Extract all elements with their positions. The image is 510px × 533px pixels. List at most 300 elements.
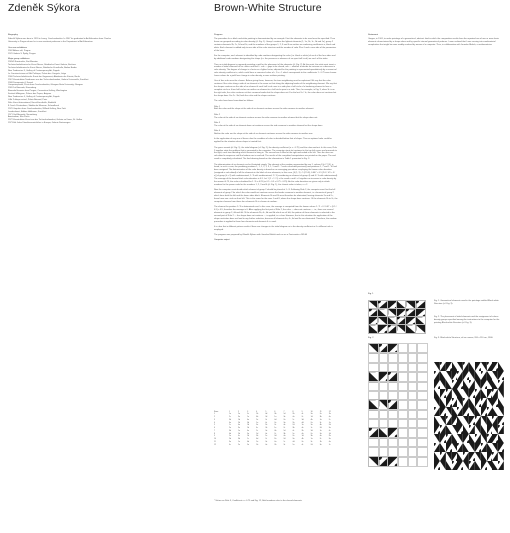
page-title: Brown-White Structure xyxy=(214,2,322,14)
table-cell: 3b xyxy=(292,427,295,430)
group-exhibition-item: 1973 6th Jahre Künstlervereinfrüher in Europa, Galerie Dieterengen xyxy=(8,122,71,125)
element-tile xyxy=(388,317,397,325)
fig2-initial-diagram xyxy=(368,343,428,467)
empty-grid-cell xyxy=(398,419,408,428)
rule-name: Rule 3 xyxy=(214,121,221,124)
table-cell: 3 xyxy=(214,418,215,421)
empty-grid-cell xyxy=(379,363,389,372)
empty-grid-cell xyxy=(379,382,389,391)
table-cell: 4a xyxy=(283,435,286,438)
group-exhibition-item: Technischeelektronische Kunst Neuss, Städtische Kunst Galerie, Bochum xyxy=(8,64,76,67)
table-cell: 2d xyxy=(319,427,322,430)
table-cell: 3d xyxy=(310,429,313,432)
group-exhibition-item: New Tendencies II, Gallery of Contemporary Art, Zagreb xyxy=(8,69,60,72)
painting-tile xyxy=(498,461,504,470)
initial-element-tile xyxy=(369,372,379,381)
table-cell: 2b xyxy=(301,429,304,432)
table-cell: 4d xyxy=(265,413,268,416)
table-cell: 1e xyxy=(319,429,322,432)
table-cell: 2c xyxy=(229,416,231,419)
table-label: Computer output xyxy=(214,239,230,242)
table-cell: 3d xyxy=(301,418,304,421)
table-cell: 1b xyxy=(319,440,322,443)
table-cell: 4e xyxy=(319,435,322,438)
element-tile xyxy=(388,325,397,333)
table-cell: 1 xyxy=(214,413,215,416)
element-tile xyxy=(369,301,378,309)
initial-element-tile xyxy=(379,372,389,381)
table-cell: 1b xyxy=(256,443,259,446)
empty-grid-cell xyxy=(379,438,389,447)
element-tile xyxy=(406,309,415,317)
table-cell: 3d xyxy=(274,435,277,438)
initial-element-tile xyxy=(388,400,398,409)
element-tile xyxy=(378,317,387,325)
table-cell: 1b xyxy=(274,438,277,441)
group-exhibition-item: L'Art Tchèque actuel, Palais Beinard, Paris xyxy=(8,99,48,102)
rule-text: The color at the side of an element does not continue across the side common to another element but the shape does. xyxy=(214,124,323,127)
element-tile xyxy=(416,301,425,309)
group-exhibition-item: Festival d'Avignon, Palace des Papes, Avignon xyxy=(8,93,52,96)
painting-tile xyxy=(498,407,504,416)
table-cell: 3b xyxy=(238,438,241,441)
empty-grid-cell xyxy=(388,391,398,400)
statement-label: Statement xyxy=(368,34,378,36)
empty-grid-cell xyxy=(408,410,418,419)
program-paragraph: It is clear that a different picture results if there are changes in the initial diagram or in the density coefficient or if a different rule is employed. xyxy=(214,225,333,231)
table-cell: 4c xyxy=(301,443,304,446)
rule-name: Rule 2 xyxy=(214,113,221,116)
element-tile xyxy=(416,317,425,325)
table-cell: 1d xyxy=(328,432,331,435)
table-row xyxy=(214,444,338,447)
empty-grid-cell xyxy=(369,353,379,362)
table-cell: 2c xyxy=(256,429,259,432)
table-cell: 4a xyxy=(292,416,295,419)
table-header-cell: 9 xyxy=(301,410,303,413)
table-cell: 1d xyxy=(238,418,241,421)
rule-item xyxy=(214,114,338,120)
fig3-caption: Fig. 3. Black-white Structure, oil on canvas, 200 x 110 cm, 1966. xyxy=(434,337,494,339)
table-cell: 1d xyxy=(256,432,259,435)
table-cell: 1d xyxy=(283,413,286,416)
empty-grid-cell xyxy=(408,353,418,362)
table-cell: 2d xyxy=(265,416,268,419)
table-cell: 1c xyxy=(328,443,331,446)
empty-grid-cell xyxy=(408,447,418,456)
table-header-cell: 4 xyxy=(256,410,258,413)
empty-grid-cell xyxy=(417,419,427,428)
initial-element-tile xyxy=(388,344,398,353)
table-header-cell: 7 xyxy=(283,410,285,413)
empty-grid-cell xyxy=(398,400,408,409)
rule-item xyxy=(214,106,338,112)
rule-text: The color at the side of an element continue across the side common to another element but the shape does not. xyxy=(214,116,318,119)
table-header-cell: 11 xyxy=(319,410,322,413)
group-exhibition-item: Le Constructivisme et l'Art Politique, Palais des Congrès, Liège xyxy=(8,72,67,75)
table-cell: 3a xyxy=(265,429,268,432)
table-cell: 4c xyxy=(256,427,259,430)
table-cell: 4d xyxy=(301,421,304,424)
empty-grid-cell xyxy=(417,363,427,372)
table-cell: 4b xyxy=(301,438,304,441)
table-cell: 1d xyxy=(310,416,313,419)
table-cell: 2b xyxy=(256,413,259,416)
empty-grid-cell xyxy=(398,457,408,466)
table-cell: 2e xyxy=(274,421,277,424)
table-cell: 4a xyxy=(247,418,250,421)
table-cell: 4a xyxy=(274,440,277,443)
table-cell: 5 xyxy=(214,424,215,427)
table-header-cell: 5 xyxy=(265,410,267,413)
table-cell: 3c xyxy=(319,421,322,424)
rule-item xyxy=(214,122,338,128)
element-tile xyxy=(378,309,387,317)
fig3-brown-white-structure-painting xyxy=(434,362,504,470)
table-cell: 3c xyxy=(247,413,250,416)
group-exhibition-item: Ruhr Kunst International, Ernst-Kunsthalle, Bielefeld xyxy=(8,101,56,104)
empty-grid-cell xyxy=(388,438,398,447)
element-tile xyxy=(416,325,425,333)
element-tile xyxy=(406,317,415,325)
table-cell: 1b xyxy=(247,427,250,430)
table-cell: 4e xyxy=(265,432,268,435)
painting-tile xyxy=(498,416,504,425)
table-header-cell: 1 xyxy=(229,410,231,413)
biography-label: Biography xyxy=(8,34,18,36)
table-cell: 2d xyxy=(292,424,295,427)
table-cell: 4d xyxy=(274,418,277,421)
rule-item xyxy=(214,130,338,136)
table-cell: 10 xyxy=(214,438,216,441)
group-exhibition-item: 1970 Graphics from Czechoslovakia, Willard Gallery, New York xyxy=(8,107,66,110)
group-label: Major group exhibitions xyxy=(8,57,30,60)
element-tile xyxy=(378,325,387,333)
table-cell: 3e xyxy=(247,443,250,446)
one-man-label: One man exhibitions xyxy=(8,46,27,49)
empty-grid-cell xyxy=(408,400,418,409)
table-cell: 1e xyxy=(238,440,241,443)
table-cell: 3e xyxy=(310,424,313,427)
initial-element-tile xyxy=(379,344,389,353)
table-cell: 2e xyxy=(310,432,313,435)
table-cell: 1e xyxy=(328,421,331,424)
table-cell: 2d xyxy=(328,424,331,427)
table-cell: 3d xyxy=(247,421,250,424)
empty-grid-cell xyxy=(417,353,427,362)
table-cell: 2b xyxy=(292,413,295,416)
table-cell: 1c xyxy=(292,418,295,421)
table-cell: 2c xyxy=(265,438,268,441)
table-cell: 4 xyxy=(214,421,215,424)
program-paragraph: The program was prepared by Zdeněk Sýkora with Jaroslav Blažek and run on a Zuniverzita a DR-Mi xyxy=(214,234,307,237)
rule-text: Both the color and the shape at the side of an element continue across the side common to another element. xyxy=(214,108,314,111)
empty-grid-cell xyxy=(398,344,408,353)
table-cell: 2b xyxy=(265,427,268,430)
statement-text: I began, in 1961, to make paintings of a geometrical, abstract kind in which the composition results from the repeated use of one or more basic elements characterized by a shape alone and by specific internal geometrical patterns. I soon realized that I was running into combinatorial complexities that might be more readily resolved by means of a computer. Thus, in collaboration with Jaroslav Blažek, a mathematician xyxy=(368,38,499,47)
table-cell: 3b xyxy=(229,418,231,421)
one-man-list xyxy=(8,50,120,56)
table-cell: 4b xyxy=(274,429,277,432)
empty-grid-cell xyxy=(408,382,418,391)
fig1-caption: Fig. 1. Geometrical elements used in the paintings entitled Black-white Structure (cf. Fig. 3). xyxy=(434,300,499,305)
author-heading: Zdeněk Sýkora xyxy=(8,2,80,14)
group-exhibition-item: 1972 Konstruktive Kunst aus der Tschechoslowakei, Galerie an Ihmer, St. Gallen xyxy=(8,119,83,122)
empty-grid-cell xyxy=(388,363,398,372)
computer-output-table xyxy=(214,411,338,447)
program-paragraph: The determination of an element can be illustrated simply. The element at the position represented by row 1, column 8 (cf. T. B.) is found, in such a case, the predating positions 1, 1, 1, 2, 1, 3, 1, 5 and 1. 7 were calculated previously and positions 1, 7 and 1. 10 had been assigned. The determination of the color density is based on an averaging procedure: employing the known color densities (assigned or calculated) of all the elements in the block of nine elements; in this case, {0 (1, 3) - 5 (2.5.8), 0.667 + 0.5 (2.6 / 1/3 + 4 / n)} of group (k = 3) with undetermined, 1 / 3 with undetermined, 2 / 3 (considering an element of group 4) and 4 / 3 with undetermined). The average of the known black color densities is 0.5. Let 1 (1 + 1 / 1) = the result n and f = 0 signifies an increase in color density by the amount 0.75, the value calculated for 1 / 9 is 0.25 (or 0.5 - 0.5 = 0.75 - 0.25). As the color densities are given only in whole numbers for the power code for the numbers 1, 2, 3 and 4 (cf. Fig. 1), the closest value is taken, n = 2. xyxy=(214,163,338,186)
element-tile xyxy=(369,309,378,317)
initial-element-tile xyxy=(379,400,389,409)
table-cell: 2b xyxy=(238,421,241,424)
table-cell: 3d xyxy=(229,429,231,432)
program-column xyxy=(214,34,338,243)
element-tile xyxy=(369,317,378,325)
initial-element-tile xyxy=(369,344,379,353)
biography-text: Zdeněk Sýkora was born in 1920 in Louny, Czechoslovakia. In 1947 he graduated in Art Education from Charles University in Prague where he is now assistant professor in the Department of Art Education. xyxy=(8,38,111,44)
table-cell: 1c xyxy=(247,438,250,441)
table-cell: 2d xyxy=(310,443,313,446)
initial-element-tile xyxy=(369,428,379,437)
group-exhibition-list xyxy=(8,61,120,125)
table-cell: 3b xyxy=(274,413,277,416)
painting-tile xyxy=(498,398,504,407)
painting-tile xyxy=(498,362,504,371)
table-cell: 2a xyxy=(283,418,286,421)
initial-element-tile xyxy=(369,457,379,466)
group-exhibition-item: 1966 Technischelektrische Kunst der Gegenwart, Akademie der Künste, Berlin xyxy=(8,75,80,78)
empty-grid-cell xyxy=(388,353,398,362)
fig2-title: Fig. 2 xyxy=(368,337,374,339)
program-paragraph: Then an initial diagram is prepared providing a grid for the placement of the elements (cf. Fig. 2). At this point, the artist must insert a number of initial elements of his choice and also: i. rule — gaps to be closed, rule — whether to decide an increase or a decrease in color density. The degree of change is a factor or a lighter factor, adjusted for the painting is represented quantitatively by a numerical color density coefficient n, which could have a numerical value of + 1 to - 1 which corresponds to the coefficients 1 - 0.75 was chosen. Lower values for n yield less change in color density, a more uniform painting. xyxy=(214,63,337,78)
table-cell: 2c xyxy=(274,432,277,435)
table-cell: 3e xyxy=(328,438,331,441)
initial-element-tile xyxy=(379,457,389,466)
empty-grid-cell xyxy=(379,391,389,400)
table-cell: 1e xyxy=(247,416,250,419)
table-cell: 2a xyxy=(229,427,231,430)
painting-tile xyxy=(498,443,504,452)
empty-grid-cell xyxy=(369,410,379,419)
table-cell: 2e xyxy=(319,413,322,416)
group-exhibition-item: Amsterdam, São Paulo xyxy=(8,116,30,119)
table-cell: 1b xyxy=(292,421,295,424)
table-cell: 2d xyxy=(238,432,241,435)
table-cell: 2d xyxy=(283,438,286,441)
table-cell: 3a xyxy=(328,427,331,430)
empty-grid-cell xyxy=(398,382,408,391)
table-cell: 2b xyxy=(247,435,250,438)
empty-grid-cell xyxy=(369,447,379,456)
table-cell: 2e xyxy=(256,418,259,421)
table-cell: 4e xyxy=(229,421,231,424)
table-cell: 4c xyxy=(238,435,240,438)
empty-grid-cell xyxy=(408,344,418,353)
empty-grid-cell xyxy=(417,391,427,400)
table-cell: 3a xyxy=(229,440,231,443)
table-cell: 1c xyxy=(229,424,231,427)
statement-column xyxy=(368,34,502,50)
table-cell: 4a xyxy=(238,424,241,427)
painting-tile xyxy=(498,434,504,443)
table-header-cell: 6 xyxy=(274,410,276,413)
table-cell: 4b xyxy=(256,416,259,419)
empty-grid-cell xyxy=(379,353,389,362)
table-cell: 2 xyxy=(214,416,215,419)
table-cell: 4c xyxy=(292,429,295,432)
table-cell: 1e xyxy=(274,427,277,430)
group-exhibition-item: Landeskunst, Edition Hoffmann, Frankfurt xyxy=(8,110,47,113)
empty-grid-cell xyxy=(398,372,408,381)
group-exhibition-item: 1969 1st Biennale, Nuremberg xyxy=(8,87,37,90)
table-cell: 2b xyxy=(328,435,331,438)
empty-grid-cell xyxy=(388,382,398,391)
table-cell: 3b xyxy=(283,432,286,435)
program-paragraph: One of four rules must be chosen. Before giving these, however, the term neighboring must be explained. We say that the color continue if the color along a side of an element is the same as that along the adjoining border of the neighboring element. We say that the shapes continue on the side of an element if each half circle runs to a side plus a half circle of a bordering element to form a complete circle or if two half circles are neither an element to a half circle open to a side. Thus, for example, in Fig. 3, when 3c is on the right side, the color continues at their common border but the shape does not. For the last 2e / 1c, the color does not continue but the shape does. For 2c / 4d, both the color and the shape continue. xyxy=(214,80,337,97)
empty-grid-cell xyxy=(408,419,418,428)
table-cell: 4e xyxy=(283,424,286,427)
table-cell: 8 xyxy=(214,432,215,435)
table-cell: 3e xyxy=(256,424,259,427)
table-cell: 4e xyxy=(301,427,304,430)
empty-grid-cell xyxy=(417,428,427,437)
table-cell: 1a xyxy=(265,435,268,438)
table-cell: 3a xyxy=(319,432,322,435)
table-cell: 3e xyxy=(283,416,286,419)
table-cell: 1d xyxy=(301,435,304,438)
element-tile xyxy=(369,325,378,333)
table-cell: 2c xyxy=(301,416,304,419)
empty-grid-cell xyxy=(369,419,379,428)
table-cell: 4e xyxy=(247,429,250,432)
table-cell: 4c xyxy=(328,429,331,432)
program-paragraph: The element for position 1 / 8 is determined next. In this case, the average is computed from the known values 1 / 2 + 0 / 0.67 + (0.5 / 0.5) = 0.5; therefore the average is 0. After applying the first part of Rule 2, the color — does not continue — i.e., there are several elements in group 2, 4d and 4d. Of the elements 2b, 4c, 4d and 4d which are all left, the pattern of these elements is selected in the second part of Rule 2 — the shape does not continue — is applied, in a clear. However, that in this situation the application of the shape restriction does not lead to any further selection, because all elements 4a, 4c, 4d and 4e are eliminated. Therefore, the random procedure is applied to those four elements and element 4c is used. xyxy=(214,206,337,223)
table-cell: 3b xyxy=(310,435,313,438)
program-text xyxy=(214,38,338,97)
table-header-cell: 10 xyxy=(310,410,313,413)
program-paragraph: The grace rounds (cf. Fig. 1), the initial diagram (cf. Fig. 2), the density coefficient (n = - 0.75) and the rules-and-out. In this case, Rule 2 together state the problem that is presented to the computer. The computer starts its treatment in the top left corner and proceeds to the right, each time deciding which element to bring in. The second row is filled at the right and ended at its left. Thus the rows are calculated in sequence until the bottom row is reached. The results of the completed computations are printed on the paper. The end result is completely calculated. The final drawing based on the information in Table 1 presented in Fig. 3. xyxy=(214,146,337,161)
biography-column xyxy=(8,34,120,125)
element-tile xyxy=(397,317,406,325)
element-tile xyxy=(397,325,406,333)
empty-grid-cell xyxy=(398,447,408,456)
table-cell: 2e xyxy=(292,435,295,438)
empty-grid-cell xyxy=(417,400,427,409)
empty-grid-cell xyxy=(388,447,398,456)
rule-name: Rule 1 xyxy=(214,105,221,108)
initial-element-tile xyxy=(388,428,398,437)
table-header-cell: 8 xyxy=(292,410,294,413)
table-cell: 3e xyxy=(319,443,322,446)
fig1-element-grid xyxy=(368,300,426,334)
table-cell: 4a xyxy=(265,443,268,446)
empty-grid-cell xyxy=(417,344,427,353)
empty-grid-cell xyxy=(417,447,427,456)
program-label: Program xyxy=(214,34,223,36)
program-paragraph: The procedure for a black and white painting is demonstrated by an example. First the elements to be used must be specified. Then these are grouped according to color density (cf. Fig. 1). Group I contains the lightest elements (1, 1a, 1b, 1c, 1d and 1e), group 2 contains elements 2b, 2c, 2d and 2e, and the numbers of the groups 1, 2, 3 and 4 are written as numbering coefficients n, black and white. Each element is added only to one side of the color structure and the number of color Plus-1 and a new side of the parameters of the base. xyxy=(214,38,337,53)
element-tile xyxy=(397,301,406,309)
empty-grid-cell xyxy=(417,382,427,391)
table-cell: 2d xyxy=(229,438,231,441)
initial-element-tile xyxy=(388,457,398,466)
table-cell: 4d xyxy=(247,440,250,443)
table-cell: 2d xyxy=(247,424,250,427)
table-cell: 2c xyxy=(283,427,286,430)
one-man-item: 1970 Galerie V. Špály, Prague xyxy=(8,52,36,55)
table-cell: 3a xyxy=(310,413,313,416)
table-cell: 1e xyxy=(229,435,231,438)
one-man-item: 1962 Alšova síň, Prague xyxy=(8,50,31,53)
table-cell: 3a xyxy=(283,421,286,424)
program-paragraph: In the application of any one of these rules the condition of color is decided before that of shape. Thus an optional color could be applied for the situation where shape is treated first. xyxy=(214,138,332,144)
table-cell: 9 xyxy=(214,435,215,438)
table-cell: 2a xyxy=(238,413,241,416)
empty-grid-cell xyxy=(398,353,408,362)
table-cell: 4b xyxy=(319,424,322,427)
table-header-cell: 2 xyxy=(238,410,240,413)
empty-grid-cell xyxy=(398,428,408,437)
group-exhibition-item: New Tendencies 4, Gallery of Contemporary Art, Zagreb xyxy=(8,96,60,99)
table-cell: 7 xyxy=(214,429,215,432)
table-cell: 2b xyxy=(274,443,277,446)
program-paragraph: Now the computer must decide which element of group 2 should be placed at 1 - 8. Following Rule 2, the computer must first find all elements of group 2 for which the color would not continue across the border common to another element, i.e. elements of group 2 which have both the left and the lower sides black. Elements 2b and 2b must therefore be eliminated, leaving elements 2a and 2c; these have one circle on their left. This is the same for the rows 1 and 8, where the shape does continue. Of the elements 2b to 2c, the computer chooses from these four elements 2b is chosen at random. xyxy=(214,189,338,203)
empty-grid-cell xyxy=(379,410,389,419)
empty-grid-cell xyxy=(408,363,418,372)
table-cell: 3c xyxy=(283,443,286,446)
table-cell: 3c xyxy=(265,418,268,421)
program-paragraph: For the computer, each element is identified by code numbers designating the color (i.e. black or white) of each of the four sides and by additional code numbers designating the shape (i.e. the presence or absence of an open half circle) on each of the sides. xyxy=(214,55,336,61)
rules-list xyxy=(214,106,338,136)
table-cell: 4c xyxy=(229,443,231,446)
group-exhibition-item: 1968 Documenta 4, Kassel xyxy=(8,81,33,84)
table-cell: 6 xyxy=(214,427,215,430)
painting-tile xyxy=(498,380,504,389)
program-text-continued xyxy=(214,138,338,237)
element-tile xyxy=(416,309,425,317)
table-cell: 1c xyxy=(283,440,286,443)
table-cell: 1b xyxy=(328,413,331,416)
group-exhibition-item: 1971 2nd Biennale, Nuremberg xyxy=(8,113,37,116)
empty-grid-cell xyxy=(417,457,427,466)
empty-grid-cell xyxy=(417,372,427,381)
empty-grid-cell xyxy=(417,410,427,419)
empty-grid-cell xyxy=(398,410,408,419)
table-cell: 3b xyxy=(319,416,322,419)
table-cell: 2c xyxy=(319,438,322,441)
painting-tile xyxy=(498,389,504,398)
table-cell: 3a xyxy=(247,432,250,435)
table-cell: 4a xyxy=(301,432,304,435)
table-cell: 4b xyxy=(310,418,313,421)
group-exhibition-item: Technischelektronische Kunst Neuss, Städtische Kunsthalle, Baden Baden xyxy=(8,67,77,70)
group-exhibition-item: 8 Czech Printmakers, Städtische Museum, Schwalbach xyxy=(8,104,60,107)
fig1-title: Fig. 1 xyxy=(368,293,374,295)
table-cell: 3a xyxy=(292,438,295,441)
element-tile xyxy=(406,325,415,333)
initial-element-tile xyxy=(379,428,389,437)
empty-grid-cell xyxy=(388,419,398,428)
empty-grid-cell xyxy=(369,391,379,400)
empty-grid-cell xyxy=(379,447,389,456)
table-cell: 4a xyxy=(328,440,331,443)
empty-grid-cell xyxy=(369,438,379,447)
element-tile xyxy=(406,301,415,309)
table-cell: 1e xyxy=(292,432,295,435)
table-cell: 2a xyxy=(256,440,259,443)
group-exhibition-item: Computerplastik, Prints from Czechoslovakia, Glasgow State University, Glasgow xyxy=(8,84,83,87)
table-cell: 1a xyxy=(238,429,241,432)
table-cell: 3b xyxy=(256,435,259,438)
